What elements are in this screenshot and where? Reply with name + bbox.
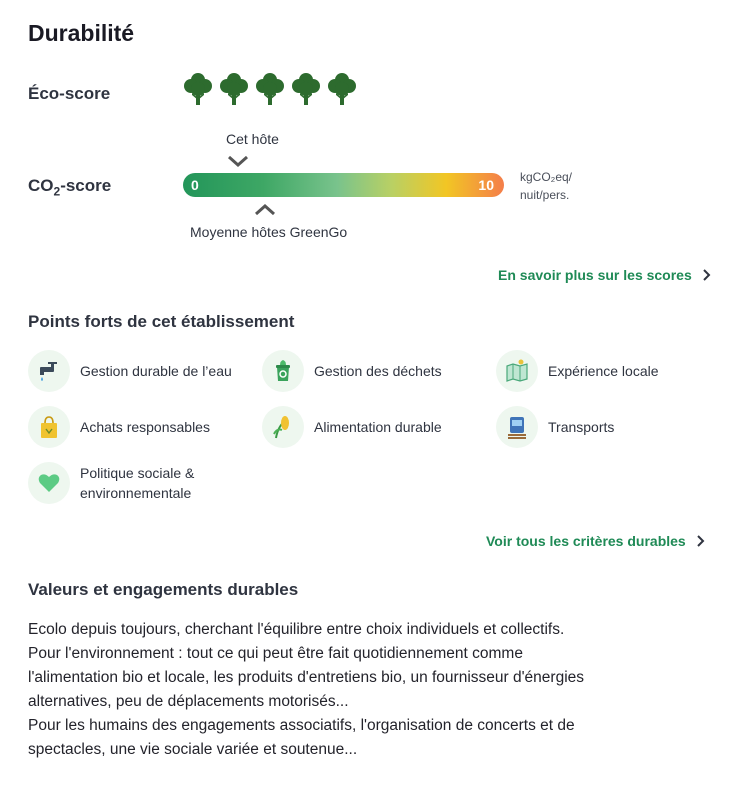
average-hosts-label: Moyenne hôtes GreenGo xyxy=(190,224,348,240)
recycle-bin-icon xyxy=(262,350,304,392)
co2-min-value: 0 xyxy=(191,177,199,193)
learn-more-scores-link[interactable]: En savoir plus sur les scores xyxy=(498,267,711,283)
eco-score-trees xyxy=(183,72,357,106)
this-host-label: Cet hôte xyxy=(226,131,279,147)
map-icon xyxy=(496,350,538,392)
train-icon xyxy=(496,406,538,448)
highlight-item: Politique sociale & environnementale xyxy=(28,462,194,504)
values-description: Ecolo depuis toujours, cherchant l'équilibre entre choix individuels et collectifs. Pour l'environnement : tout ce qui peut être fait quotidiennement comme l'alimentation bio et locale, les produits d'entretiens bio, un fournisseur d'énergies alternatives, peu de déplacements motorisés... Pour les humains des engagements associatifs, l'organisation de concerts et de spectacles, une vie sociale variée et soutenue... xyxy=(28,621,585,758)
co2-max-value: 10 xyxy=(478,177,494,193)
highlight-item: Transports xyxy=(496,406,614,448)
co2-score-label: $CO_2$-score xyxy=(28,176,112,199)
highlight-item: Achats responsables xyxy=(28,406,210,448)
chevron-right-icon xyxy=(696,534,705,548)
tree-icon xyxy=(219,72,249,106)
highlight-item: Alimentation durable xyxy=(262,406,442,448)
water-tap-icon xyxy=(28,350,70,392)
highlight-item: Gestion durable de l’eau xyxy=(28,350,232,392)
tree-icon xyxy=(183,72,213,106)
tree-icon xyxy=(291,72,321,106)
chevron-right-icon xyxy=(702,268,711,282)
co2-unit: kgCO₂eq/ nuit/pers. xyxy=(520,170,573,202)
tree-icon xyxy=(255,72,285,106)
wheat-corn-icon xyxy=(262,406,304,448)
heart-icon xyxy=(28,462,70,504)
page-title: Durabilité xyxy=(28,20,135,46)
highlight-item: Expérience locale xyxy=(496,350,659,392)
highlights-title: Points forts de cet établissement xyxy=(28,312,295,331)
chevron-up-icon xyxy=(254,204,276,216)
shopping-bag-icon xyxy=(28,406,70,448)
co2-score-bar xyxy=(183,173,504,197)
see-all-criteria-link[interactable]: Voir tous les critères durables xyxy=(486,533,705,549)
eco-score-label: Éco-score xyxy=(28,84,111,103)
values-title: Valeurs et engagements durables xyxy=(28,580,299,599)
highlight-item: Gestion des déchets xyxy=(262,350,442,392)
chevron-down-icon xyxy=(227,155,249,167)
tree-icon xyxy=(327,72,357,106)
